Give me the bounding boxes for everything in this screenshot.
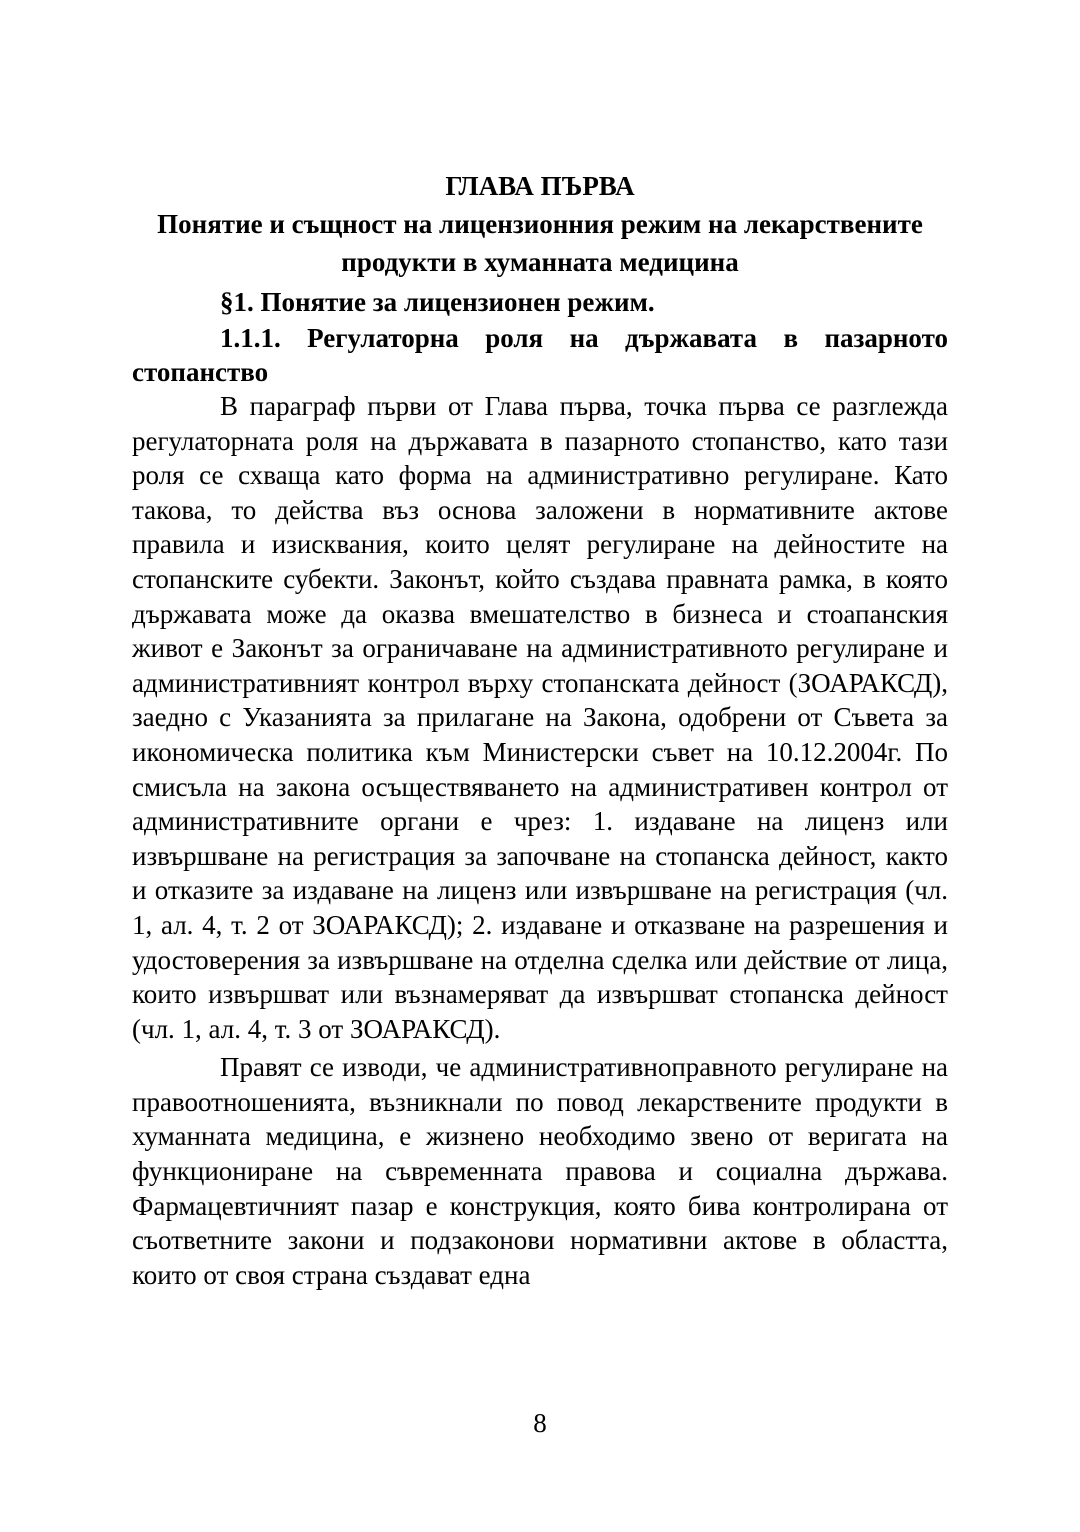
chapter-title: Понятие и същност на лицензионния режим на лекарствените продукти в хуманната медицина: [157, 209, 923, 277]
page-number: 8: [533, 1408, 547, 1438]
subsection-heading: 1.1.1. Регулаторна роля на държавата в пазарното стопанство: [132, 323, 948, 387]
section-heading: §1. Понятие за лицензионен режим.: [220, 287, 655, 317]
body-paragraph: В параграф първи от Глава първа, точка първа се разглежда регулаторната роля на държавата в пазарното стопанство, като тази роля се схваща като форма на административно регулиране. Като такова, то действа въз основа заложени в нормативните актове правила и изисквания, които целят регулиране на дейностите на стопанските субекти. Законът, който създава правната рамка, в която държавата може да оказва вмешателство в бизнеса и стоапанския живот е Законът за ограничаване на административното регулиране и административният контрол върху стопанската дейност (ЗОАРАКСД), заедно с Указанията за прилагане на Закона, одобрени от Съвета за икономическа политика към Министерски съвет на 10.12.2004г. По смисъла на закона осъществяването на административен контрол от административните органи е чрез: 1. издаване на лиценз или извършване на регистрация за започване на стопанска дейност, както и отказите за издаване на лиценз или извършване на регистрация (чл. 1, ал. 4, т. 2 от ЗОАРАКСД); 2. издаване и отказване на разрешения и удостоверения за извършване на отделна сделка или действие от лица, които извършват или възнамеряват да извършват стопанска дейност (чл. 1, ал. 4, т. 3 от ЗОАРАКСД).: [132, 391, 948, 1044]
chapter-heading: ГЛАВА ПЪРВА: [445, 171, 635, 201]
body-paragraph: Правят се изводи, че административноправното регулиране на правоотношенията, възникнали по повод лекарствените продукти в хуманната медицина, е жизнено необходимо звено от веригата на функциониране на съвременната правова и социална държава. Фармацевтичният пазар е конструкция, която бива контролирана от съответните закони и подзаконови нормативни актове в областта, които от своя страна създават една: [132, 1052, 948, 1290]
page-content: [132, 168, 948, 1292]
